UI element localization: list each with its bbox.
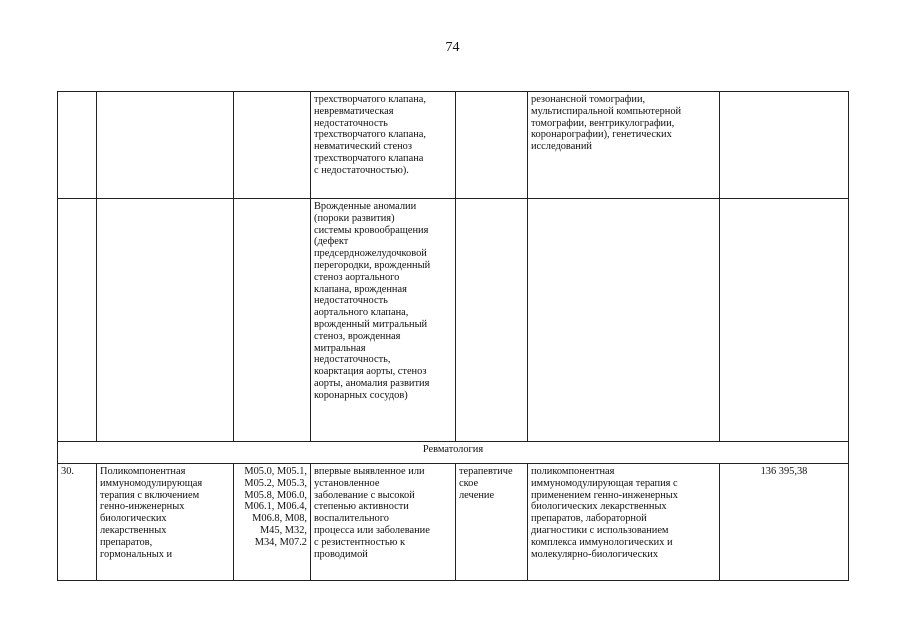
cell-icd-codes	[234, 92, 311, 199]
table-row-continuation	[58, 92, 849, 199]
cell-disease-model: Врожденные аномалии (пороки развития) системы кровообращения (дефект предсердножелудочковой перегородки, врожденный стеноз аортального клапана, врожденная недостаточность аортального клапана, врожденный митральный стеноз, врожденная митральная недостаточность, коарктация аорты, стеноз аорты, аномалия развития коронарных сосудов)	[311, 199, 456, 442]
table-row-30	[58, 464, 849, 581]
cell-price: 136 395,38	[720, 464, 849, 581]
cell-treatment-type	[456, 199, 528, 442]
cell-number	[58, 92, 97, 199]
page-number: 74	[445, 40, 460, 55]
cell-care-name	[97, 92, 234, 199]
cell-icd-codes: M05.0, M05.1, M05.2, M05.3, M05.8, M06.0, M06.1, M06.4, M06.8, M08, M45, M32, M34, M07.2	[234, 464, 311, 581]
cell-treatment-type: терапевтиче ское лечение	[456, 464, 528, 581]
cell-treatment-method: поликомпонентная иммуномодулирующая терапия с применением генно-инженерных биологических лекарственных препаратов, лабораторной диагностики с использованием комплекса иммунологических и молекулярно-биологических	[528, 464, 720, 581]
section-row-rheumatology	[58, 442, 849, 464]
medical-care-table	[57, 91, 849, 581]
cell-disease-model: трехстворчатого клапана, невревматическая недостаточность трехстворчатого клапана, невматический стеноз трехстворчатого клапана с недостаточностью).	[311, 92, 456, 199]
cell-disease-model: впервые выявленное или установленное заболевание с высокой степенью активности воспалительного процесса или заболевание с резистентностью к проводимой	[311, 464, 456, 581]
table-row-congenital	[58, 199, 849, 442]
cell-care-name: Поликомпонентная иммуномодулирующая терапия с включением генно-инженерных биологических лекарственных препаратов, гормональных и	[97, 464, 234, 581]
cell-number	[58, 199, 97, 442]
section-title: Ревматология	[58, 442, 849, 464]
cell-price	[720, 92, 849, 199]
cell-treatment-method	[528, 199, 720, 442]
cell-price	[720, 199, 849, 442]
cell-treatment-method: резонансной томографии, мультиспиральной компьютерной томографии, вентрикулографии, коронарографии), генетических исследований	[528, 92, 720, 199]
cell-icd-codes	[234, 199, 311, 442]
cell-number: 30.	[58, 464, 97, 581]
cell-care-name	[97, 199, 234, 442]
cell-treatment-type	[456, 92, 528, 199]
